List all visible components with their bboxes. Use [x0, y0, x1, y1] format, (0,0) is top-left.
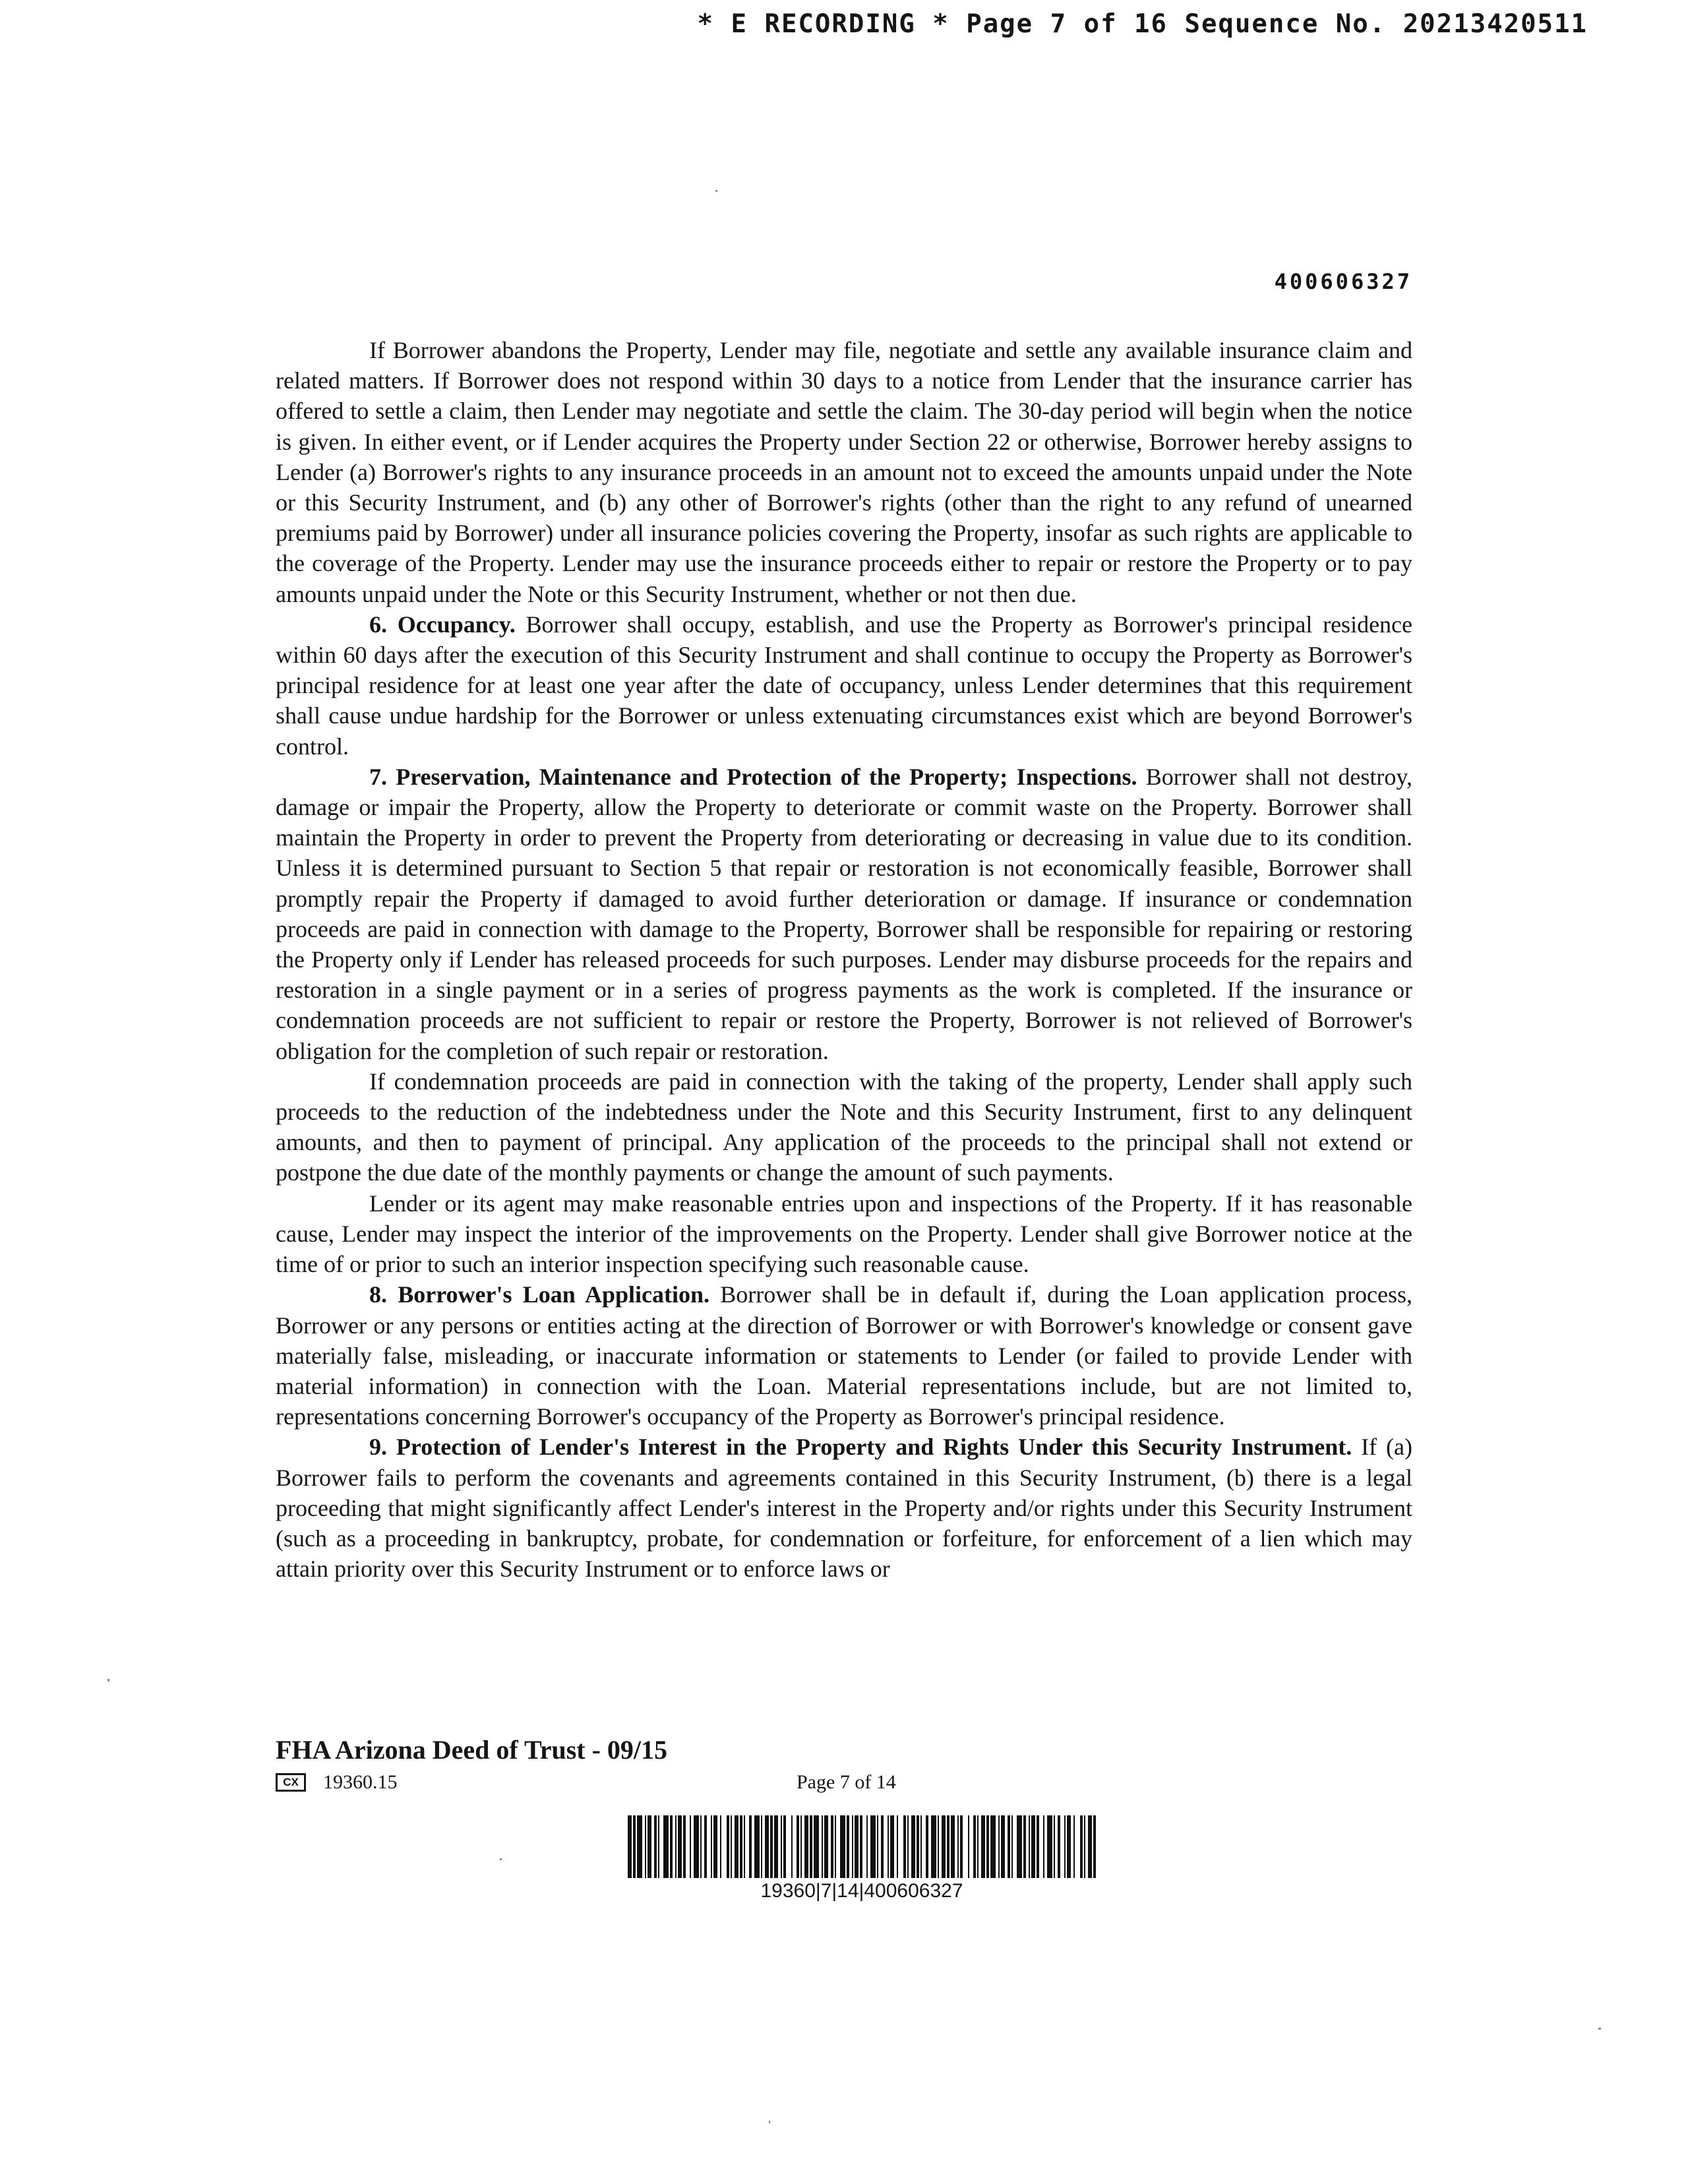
- paragraph-abandonment: If Borrower abandons the Property, Lender may file, negotiate and settle any available insurance claim and related matters. If Borrower does not respond within 30 days to a notice from Lender that the insurance carrier has offered to settle a claim, then Lender may negotiate and settle the claim. The 30-day period will begin when the notice is given. In either event, or if Lender acquires the Property under Section 22 or otherwise, Borrower hereby assigns to Lender (a) Borrower's rights to any insurance proceeds in an amount not to exceed the amounts unpaid under the Note or this Security Instrument, and (b) any other of Borrower's rights (other than the right to any refund of unearned premiums paid by Borrower) under all insurance policies covering the Property, insofar as such rights are applicable to the coverage of the Property. Lender may use the insurance proceeds either to repair or restore the Property or to pay amounts unpaid under the Note or this Security Instrument, whether or not then due.: [276, 337, 1412, 607]
- loan-number: 400606327: [1274, 269, 1412, 294]
- recording-stamp: * E RECORDING * Page 7 of 16 Sequence No. 20213420511: [697, 9, 1588, 39]
- section-heading: 6. Occupancy.: [369, 611, 516, 638]
- page-number: Page 7 of 14: [797, 1771, 896, 1793]
- scan-speck: [769, 2121, 770, 2123]
- cx-logo-icon: CX: [276, 1773, 306, 1792]
- paragraph-condemnation: If condemnation proceeds are paid in connection with the taking of the property, Lender shall apply such proceeds to the reduction of the indebtedness under the Note and this Security Instrument, first to any delinquent amounts, and then to payment of principal. Any application of the proceeds to the principal shall not extend or postpone the due date of the monthly payments or change the amount of such payments.: [276, 1068, 1412, 1186]
- scan-speck: [107, 1679, 109, 1682]
- section-7-preservation: [276, 762, 1412, 1066]
- section-text: Borrower shall not destroy, damage or impair the Property, allow the Property to deteriorate or commit waste on the Property. Borrower shall maintain the Property in order to prevent the Property from deteriorating or decreasing in value due to its condition. Unless it is determined pursuant to Section 5 that repair or restoration is not economically feasible, Borrower shall promptly repair the Property if damaged to avoid further deterioration or damage. If insurance or condemnation proceeds are paid in connection with damage to the Property, Borrower shall be responsible for repairing or restoring the Property only if Lender has released proceeds for such purposes. Lender may disburse proceeds for the repairs and restoration in a single payment or in a series of progress payments as the work is completed. If the insurance or condemnation proceeds are not sufficient to repair or restore the Property, Borrower is not relieved of Borrower's obligation for the completion of such repair or restoration.: [276, 763, 1412, 1064]
- barcode-icon: [628, 1815, 1096, 1878]
- section-8-loan-application: [276, 1279, 1412, 1432]
- section-6-occupancy: [276, 609, 1412, 762]
- barcode-text: 19360|7|14|400606327: [760, 1880, 963, 1902]
- section-text: Borrower shall be in default if, during the Loan application process, Borrower or any persons or entities acting at the direction of Borrower or with Borrower's knowledge or consent gave materially false, misleading, or inaccurate information or statements to Lender (or failed to provide Lender with material information) in connection with the Loan. Material representations include, but are not limited to, representations concerning Borrower's occupancy of the Property as Borrower's principal residence.: [276, 1281, 1412, 1430]
- section-heading: 7. Preservation, Maintenance and Protection of the Property; Inspections.: [369, 763, 1137, 790]
- document-body: [276, 335, 1412, 1584]
- section-9-protection: [276, 1432, 1412, 1584]
- section-text: If (a) Borrower fails to perform the covenants and agreements contained in this Security Instrument, (b) there is a legal proceeding that might significantly affect Lender's interest in the Property and/or rights under this Security Instrument (such as a proceeding in bankruptcy, probate, for condemnation or forfeiture, for enforcement of a lien which may attain priority over this Security Instrument or to enforce laws or: [276, 1434, 1412, 1583]
- paragraph-inspection: Lender or its agent may make reasonable entries upon and inspections of the Property. If it has reasonable cause, Lender may inspect the interior of the improvements on the Property. Lender shall give Borrower notice at the time of or prior to such an interior inspection specifying such reasonable cause.: [276, 1190, 1412, 1278]
- section-text: Borrower shall occupy, establish, and use the Property as Borrower's principal residence within 60 days after the execution of this Security Instrument and shall continue to occupy the Property as Borrower's principal residence for at least one year after the date of occupancy, unless Lender determines that this requirement shall cause undue hardship for the Borrower or unless extenuating circumstances exist which are beyond Borrower's control.: [276, 611, 1413, 760]
- section-heading: 9. Protection of Lender's Interest in the Property and Rights Under this Security Instrument.: [369, 1434, 1352, 1461]
- scan-speck: [715, 190, 717, 192]
- form-title: FHA Arizona Deed of Trust - 09/15: [276, 1735, 668, 1765]
- form-code-line: [276, 1771, 398, 1794]
- scan-speck: [1598, 2028, 1601, 2030]
- form-code: 19360.15: [323, 1771, 398, 1793]
- section-heading: 8. Borrower's Loan Application.: [369, 1281, 709, 1308]
- scan-speck: [500, 1858, 502, 1860]
